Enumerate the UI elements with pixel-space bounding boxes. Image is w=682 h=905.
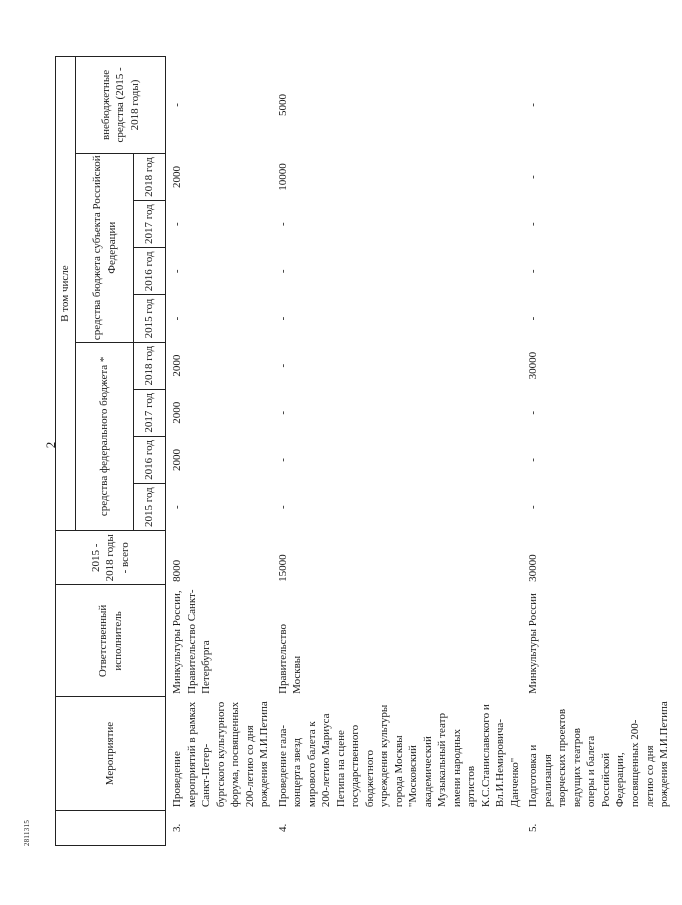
row-number: 3. <box>171 823 183 832</box>
table-row <box>272 57 523 846</box>
row-federal-2015: - <box>527 505 540 509</box>
header-executor: Ответственный исполнитель <box>56 585 166 697</box>
row-extra: - <box>527 103 540 107</box>
row-regional-2015: - <box>276 316 289 321</box>
row-regional-2015: - <box>171 316 183 321</box>
row-regional-2015: - <box>527 316 540 321</box>
row-federal-2015: - <box>171 505 183 509</box>
rotated-table-page <box>55 56 671 846</box>
row-event: Проведение гала-концерта звезд мирового балета к 200-летию Мариуса Петипа на сцене государственного бюджетного учреждения культуры города Москвы "Московский академический Музыкальный театр имени народных артистов К.С.Станиславского и Вл.И.Немировича- Данченко" <box>276 704 521 808</box>
header-regional-budget: средства бюджета субъекта Российской Федерации <box>76 153 134 342</box>
header-regional-year-2015: 2015 год <box>134 295 166 342</box>
row-federal-2016: - <box>527 458 540 462</box>
row-total: 30000 <box>527 554 540 582</box>
header-federal-year-2018: 2018 год <box>134 342 166 389</box>
header-number-col <box>56 810 166 845</box>
row-federal-2015: - <box>276 505 289 509</box>
header-federal-budget: средства федерального бюджета * <box>76 342 134 531</box>
header-regional-year-2016: 2016 год <box>134 248 166 295</box>
row-regional-2017: - <box>171 222 183 226</box>
header-total: 2015 - 2018 годы - всего <box>56 531 166 585</box>
row-executor: Минкультуры России, Правительство Санкт- Петербурга <box>171 589 213 694</box>
row-federal-2017: 2000 <box>171 401 183 424</box>
header-federal-year-2017: 2017 год <box>134 389 166 436</box>
document-code: 2811315 <box>23 819 31 847</box>
row-federal-2018: - <box>276 363 289 368</box>
table-row <box>166 57 272 846</box>
row-executor: Минкультуры России <box>527 593 540 694</box>
row-regional-2016: - <box>276 269 289 274</box>
header-event: Мероприятие <box>56 697 166 810</box>
row-number: 4. <box>276 823 289 832</box>
row-total: 15000 <box>276 554 289 582</box>
row-regional-2017: - <box>276 222 289 226</box>
row-extra: - <box>171 103 183 107</box>
header-federal-year-2015: 2015 год <box>134 484 166 531</box>
row-regional-2018: 10000 <box>276 163 289 191</box>
row-federal-2017: - <box>276 410 289 415</box>
row-federal-2018: 30000 <box>527 351 540 380</box>
row-federal-2017: - <box>527 410 540 415</box>
row-federal-2018: 2000 <box>171 354 183 377</box>
row-regional-2016: - <box>527 269 540 274</box>
row-event: Проведение мероприятий в рамках Санкт-Петер- бургского культурного форума, посвященных 200-летию со дня рождения М.И.Петипа <box>171 701 271 808</box>
header-federal-year-2016: 2016 год <box>134 436 166 483</box>
row-executor: Правительство Москвы <box>276 624 304 694</box>
row-federal-2016: - <box>276 458 289 462</box>
row-event: Подготовка и реализация творческих проектов ведущих театров оперы и балета Российской Федерации, посвященных 200-летию со дня рождения М.И.Петипа <box>527 701 671 808</box>
table-row <box>522 57 682 846</box>
row-federal-2016: 2000 <box>171 448 183 471</box>
row-extra: 5000 <box>276 93 289 116</box>
funding-table <box>55 56 682 846</box>
row-regional-2018: 2000 <box>171 166 183 188</box>
header-in-that-number: В том числе <box>56 57 76 531</box>
header-regional-year-2018: 2018 год <box>134 153 166 200</box>
page-number: 2 <box>43 441 58 449</box>
header-extra-budget: внебюджетные средства (2015 - 2018 годы) <box>76 57 166 154</box>
row-total: 8000 <box>171 559 183 582</box>
row-regional-2017: - <box>527 222 540 226</box>
row-regional-2018: - <box>527 175 540 179</box>
row-regional-2016: - <box>171 269 183 274</box>
row-number: 5. <box>527 823 540 832</box>
header-regional-year-2017: 2017 год <box>134 201 166 248</box>
